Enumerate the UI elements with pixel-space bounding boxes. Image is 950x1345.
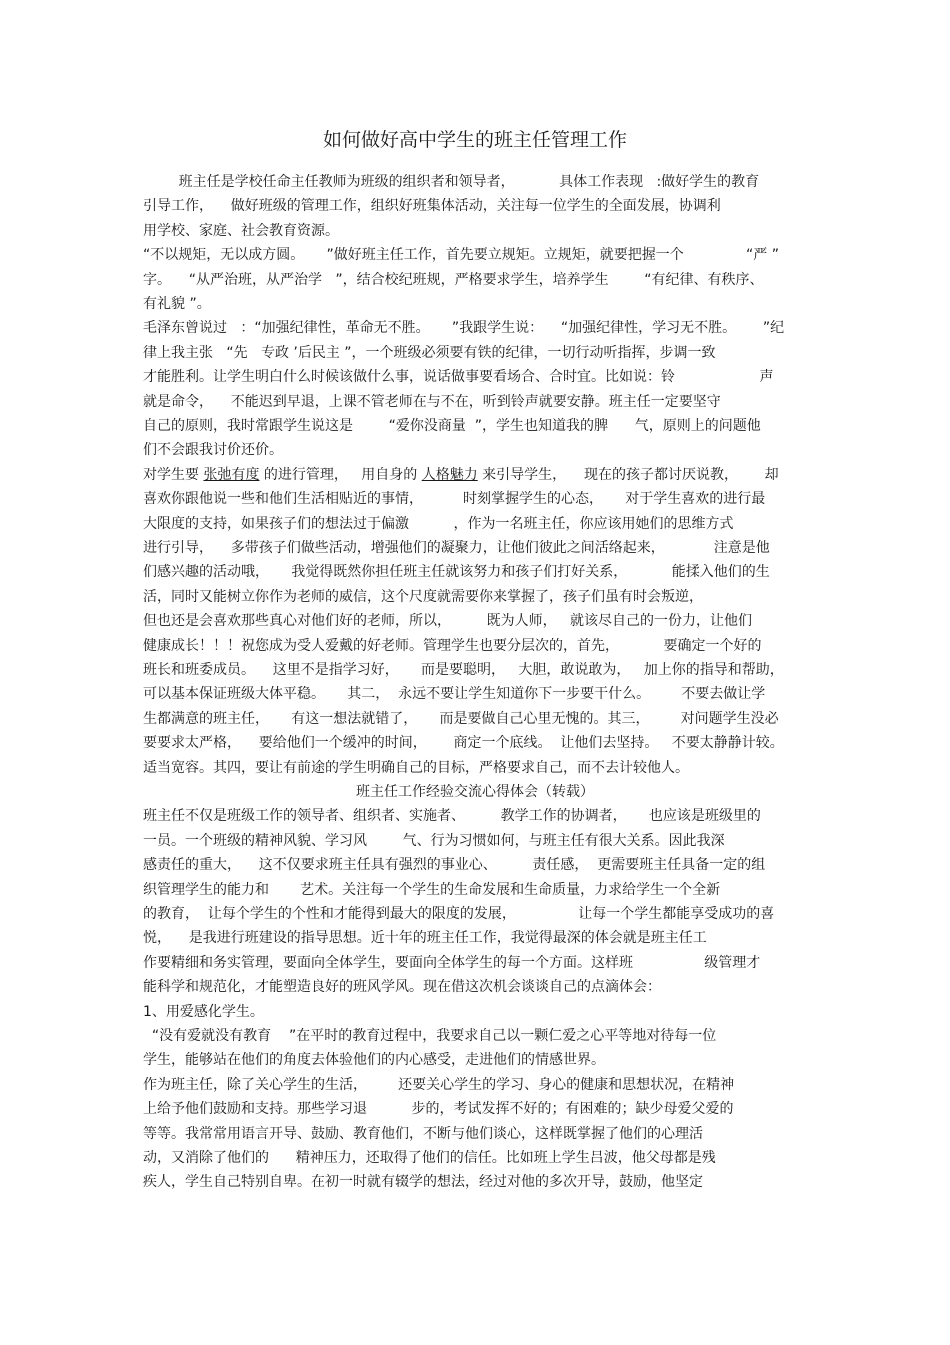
- paragraph-line: 的教育， 让每个学生的个性和才能得到最大的限度的发展， 让每一个学生都能享受成功的喜: [143, 906, 775, 922]
- paragraph-line: 作为班主任，除了关心学生的生活， 还要关心学生的学习、身心的健康和思想状况，在精神: [143, 1077, 735, 1093]
- paragraph-line: 生都满意的班主任， 有这一想法就错了， 而是要做自己心里无愧的。其三， 对问题学生没必: [143, 711, 779, 727]
- paragraph-line: 活，同时又能树立你作为老师的威信，这个尺度就需要你来掌握了，孩子们虽有时会叛逆，: [143, 589, 703, 605]
- paragraph-line: 用学校、家庭、社会教育资源。: [143, 223, 339, 239]
- paragraph-line: “不以规矩，无以成方圆。 ”做好班主任工作，首先要立规矩。立规矩，就要把握一个 “严 ”: [143, 247, 780, 263]
- paragraph-line: 1、用爱感化学生。: [143, 1004, 264, 1020]
- paragraph-line: 才能胜利。让学生明白什么时候该做什么事，说话做事要看场合、合时宜。比如说：铃 声: [143, 369, 774, 385]
- paragraph-line: 上给予他们鼓励和支持。那些学习退 步的，考试发挥不好的；有困难的；缺少母爱父爱的: [143, 1101, 734, 1117]
- paragraph-line: 等等。我常常用语言开导、鼓励、教育他们，不断与他们谈心，这样既掌握了他们的心理活: [143, 1126, 703, 1142]
- paragraph-line: “没有爱就没有教育 ”在平时的教育过程中，我要求自己以一颗仁爱之心平等地对待每一位: [143, 1028, 717, 1044]
- paragraph-line: 对学生要 张弛有度 的进行管理， 用自身的 人格魅力 来引导学生， 现在的孩子都讨厌说教， 却: [143, 467, 779, 483]
- paragraph-line: 能科学和规范化，才能塑造良好的班风学风。现在借这次机会谈谈自己的点滴体会：: [143, 979, 661, 995]
- paragraph-line: 作要精细和务实管理，要面向全体学生，要面向全体学生的每一个方面。这样班 级管理才: [143, 955, 761, 971]
- section-heading: 班主任工作经验交流心得体会（转载）: [356, 784, 594, 800]
- paragraph-line: 大限度的支持，如果孩子们的想法过于偏激 ，作为一名班主任，你应该用她们的思维方式: [143, 516, 734, 532]
- paragraph-line: 毛泽东曾说过 ：“加强纪律性，革命无不胜。 ”我跟学生说： “加强纪律性，学习无不胜。 ”纪: [143, 320, 785, 336]
- paragraph-line: 有礼貌 ”。: [143, 296, 211, 312]
- paragraph-line: 班主任是学校任命主任教师为班级的组织者和领导者， 具体工作表现 :做好学生的教育: [143, 174, 760, 190]
- paragraph-line: 一员。一个班级的精神风貌、学习风 气、行为习惯如何，与班主任有很大关系。因此我深: [143, 833, 725, 849]
- paragraph-line: 就是命令， 不能迟到早退，上课不管老师在与不在，听到铃声就要安静。班主任一定要坚守: [143, 394, 721, 410]
- paragraph-line: 要要求太严格， 要给他们一个缓冲的时间， 商定一个底线。 让他们去坚持。 不要太静静计较。: [143, 735, 784, 751]
- paragraph-line: 喜欢你跟他说一些和他们生活相贴近的事情， 时刻掌握学生的心态， 对于学生喜欢的进行最: [143, 491, 766, 507]
- paragraph-line: 动，又消除了他们的 精神压力，还取得了他们的信任。比如班上学生吕波，他父母都是残: [143, 1150, 716, 1166]
- paragraph-line: 悦， 是我进行班建设的指导思想。近十年的班主任工作，我觉得最深的体会就是班主任工: [143, 930, 707, 946]
- paragraph-line: 班长和班委成员。 这里不是指学习好， 而是要聪明， 大胆，敢说敢为， 加上你的指导和帮助，: [143, 662, 784, 678]
- paragraph-line: 字。 “从严治班，从严治学 ”，结合校纪班规，严格要求学生，培养学生 “有纪律、有秩序、: [143, 272, 764, 288]
- paragraph-line: 引导工作， 做好班级的管理工作，组织好班集体活动，关注每一位学生的全面发展，协调利: [143, 198, 721, 214]
- paragraph-line: 可以基本保证班级大体平稳。 其二， 永远不要让学生知道你下一步要干什么。 不要去做让学: [143, 686, 766, 702]
- paragraph-line: 班主任不仅是班级工作的领导者、组织者、实施者、 教学工作的协调者， 也应该是班级里的: [143, 808, 761, 824]
- paragraph-line: 们不会跟我讨价还价。: [143, 442, 283, 458]
- paragraph-line: 自己的原则，我时常跟学生说这是 “爱你没商量 ”，学生也知道我的脾 气，原则上的问题他: [143, 418, 761, 434]
- paragraph-line: 感责任的重大， 这不仅要求班主任具有强烈的事业心、 责任感， 更需要班主任具备一定的组: [143, 857, 766, 873]
- paragraph-line: 但也还是会喜欢那些真心对他们好的老师，所以， 既为人师， 就该尽自己的一份力，让他们: [143, 613, 752, 629]
- paragraph-line: 健康成长！！！祝您成为受人爱戴的好老师。管理学生也要分层次的，首先， 要确定一个好的: [143, 638, 762, 654]
- paragraph-line: 适当宽容。其四，要让有前途的学生明确自己的目标，严格要求自己，而不去计较他人。: [143, 760, 689, 776]
- paragraph-line: 们感兴趣的活动哦， 我觉得既然你担任班主任就该努力和孩子们打好关系， 能揉入他们的生: [143, 564, 770, 580]
- paragraph-line: 律上我主张 “先 专政 ’后民主 ”，一个班级必须要有铁的纪律，一切行动听指挥，步调一致: [143, 345, 716, 361]
- paragraph-line: 疾人，学生自己特别自卑。在初一时就有辍学的想法，经过对他的多次开导，鼓励，他坚定: [143, 1174, 703, 1190]
- paragraph-line: 织管理学生的能力和 艺术。关注每一个学生的生命发展和生命质量，力求给学生一个全新: [143, 882, 721, 898]
- paragraph-line: 进行引导， 多带孩子们做些活动，增强他们的凝聚力，让他们彼此之间活络起来， 注意是他: [143, 540, 770, 556]
- document-title: 如何做好高中学生的班主任管理工作: [322, 129, 627, 151]
- paragraph-line: 学生，能够站在他们的角度去体验他们的内心感受，走进他们的情感世界。: [143, 1052, 605, 1068]
